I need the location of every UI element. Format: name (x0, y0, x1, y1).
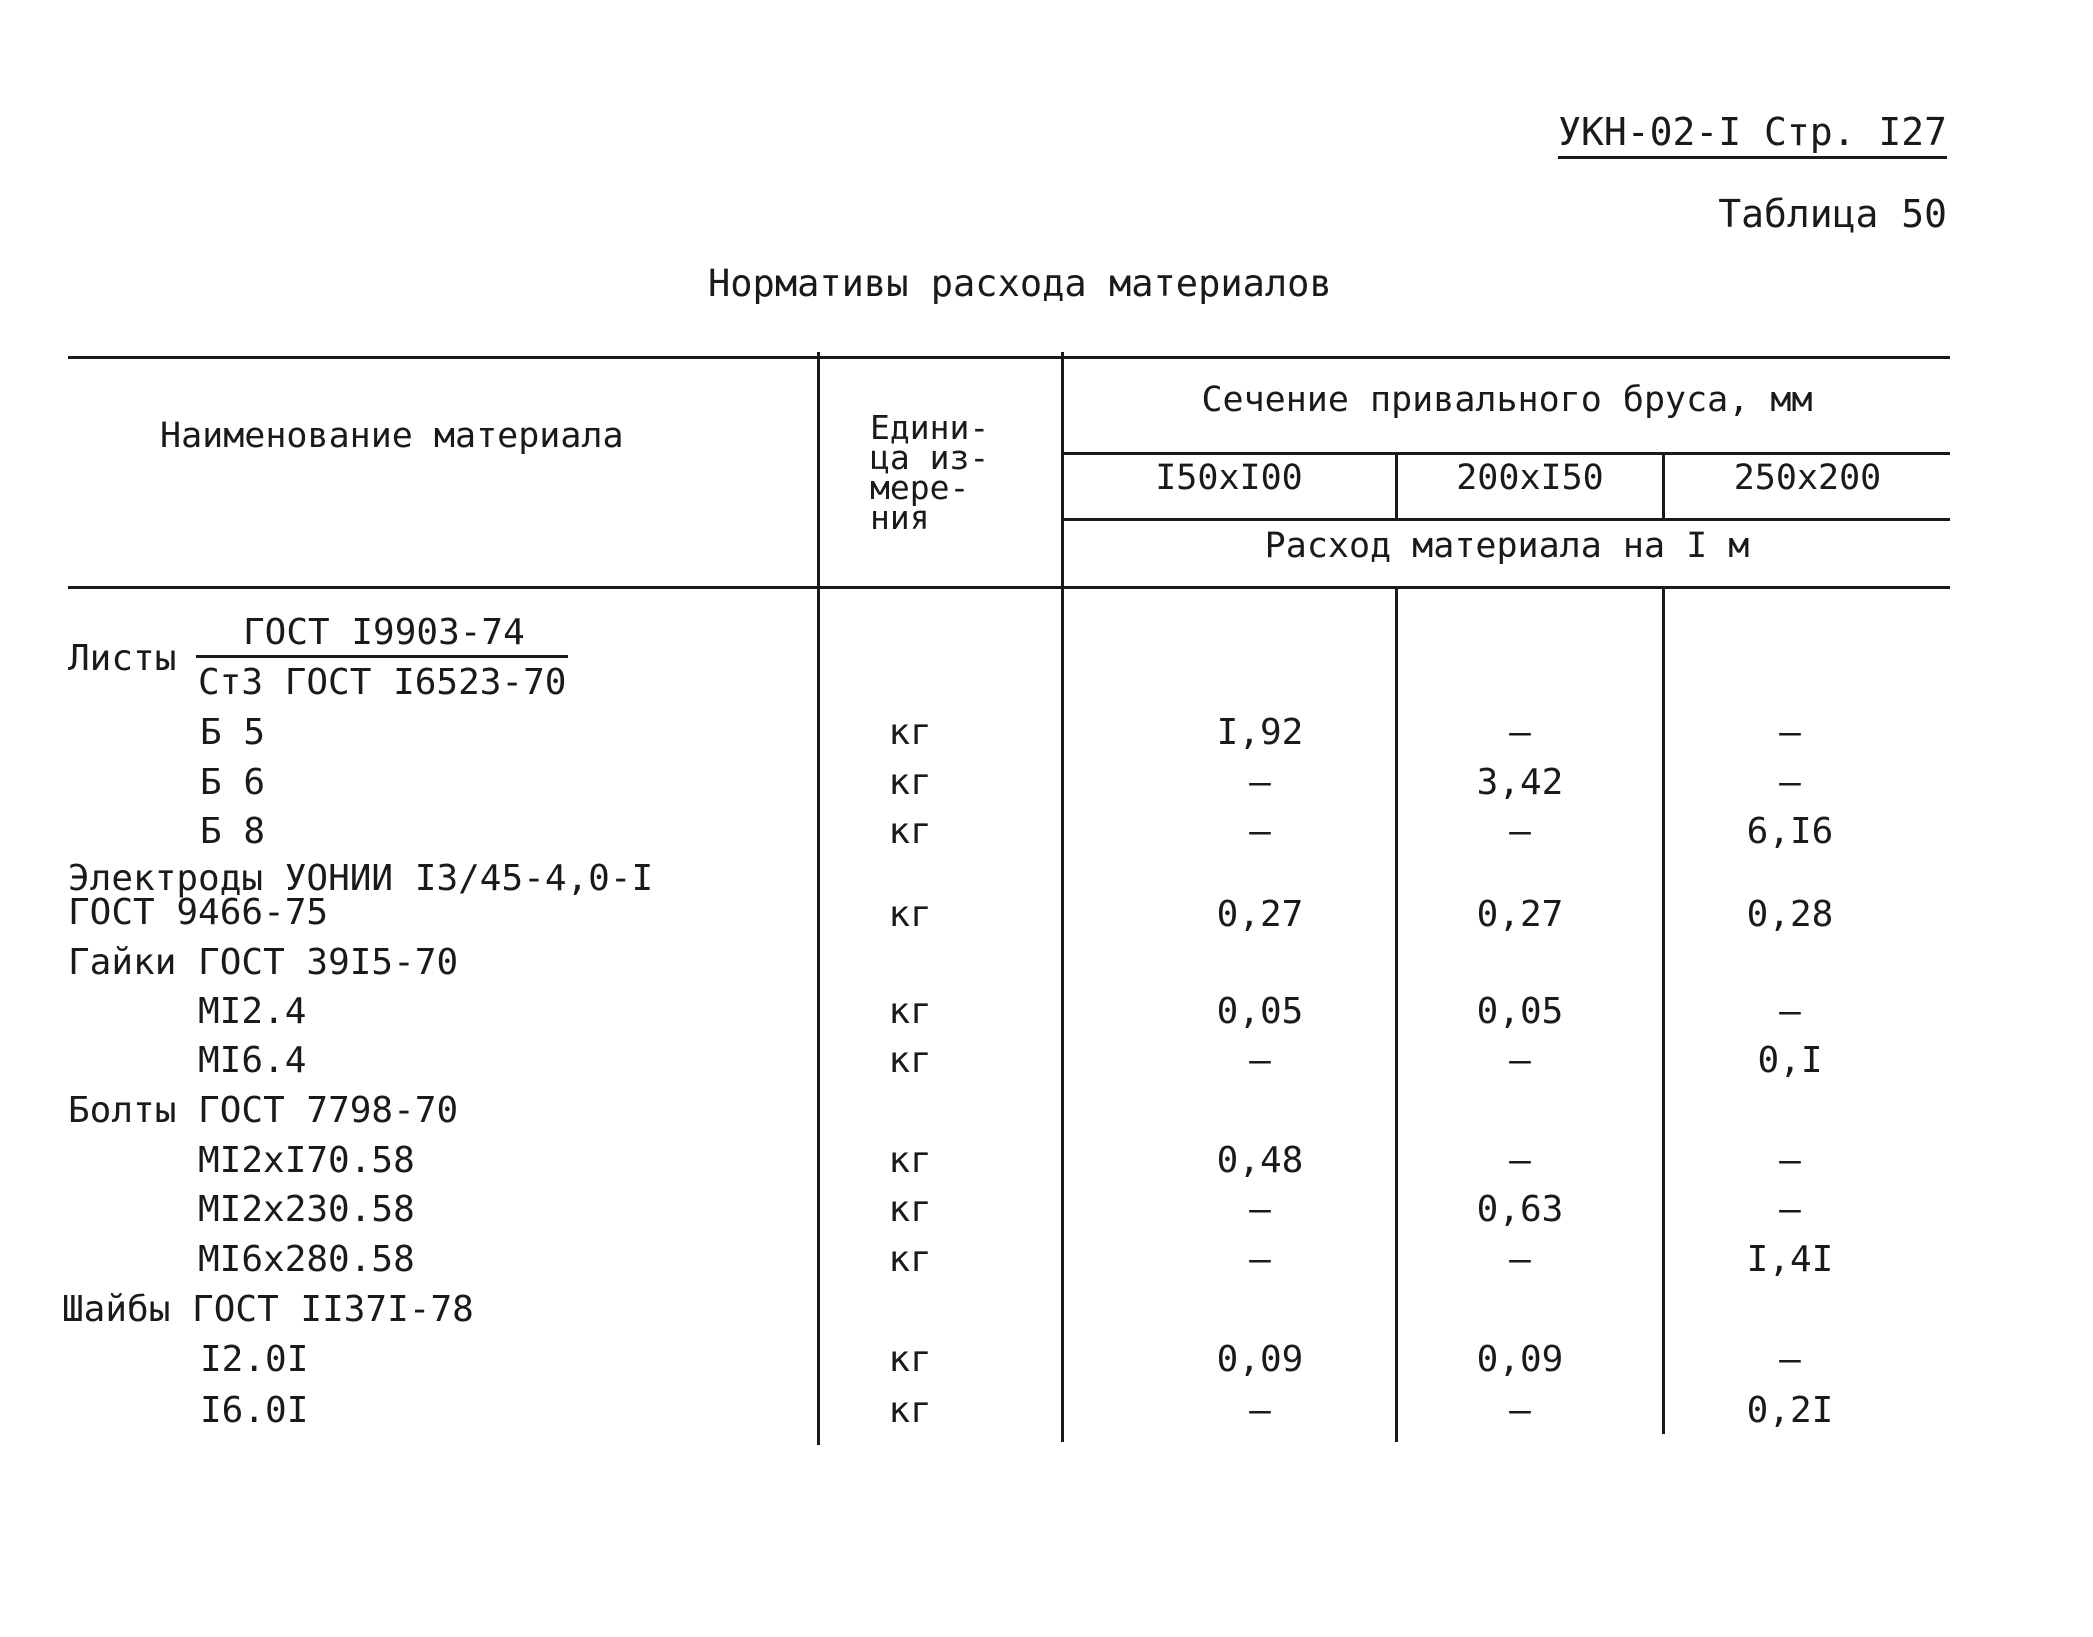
value-cell: – (1779, 1339, 1801, 1380)
unit-cell: кг (888, 1390, 932, 1431)
unit-cell: кг (888, 1339, 932, 1380)
value-cell: – (1249, 762, 1271, 803)
table-row-label: МI6x280.58 (198, 1239, 415, 1280)
table-row-label: МI2.4 (198, 991, 307, 1032)
fraction-line (196, 655, 568, 658)
value-cell: – (1509, 1140, 1531, 1181)
unit-cell: кг (888, 1189, 932, 1230)
value-cell: 0,05 (1476, 991, 1564, 1032)
usage-column-header: Расход материала на I м (1264, 526, 1750, 566)
value-cell: 0,05 (1216, 991, 1304, 1032)
value-cell: 0,27 (1216, 894, 1304, 935)
column-divider-body-1 (1395, 586, 1398, 1442)
unit-cell: кг (888, 1040, 932, 1081)
value-cell: – (1779, 1140, 1801, 1181)
value-cell: 0,2I (1746, 1390, 1834, 1431)
value-cell: 6,I6 (1746, 811, 1834, 852)
column-divider-body-2 (1662, 586, 1665, 1434)
value-cell: 3,42 (1476, 762, 1564, 803)
unit-cell: кг (888, 811, 932, 852)
size-header-1: I50xI00 (1155, 458, 1303, 498)
unit-cell: кг (888, 712, 932, 753)
section-column-header: Сечение привального бруса, мм (1201, 380, 1813, 420)
unit-column-header: Едини- ца из- мере- ния (870, 408, 990, 537)
value-cell: 0,63 (1476, 1189, 1564, 1230)
table-row-label: МI2x230.58 (198, 1189, 415, 1230)
table-row-label-line2: ГОСТ 9466-75 (68, 892, 329, 933)
value-cell: 0,28 (1746, 894, 1834, 935)
value-cell: – (1249, 811, 1271, 852)
value-cell: 0,48 (1216, 1140, 1304, 1181)
value-cell: 0,I (1757, 1040, 1823, 1081)
table-row-label: I2.0I (200, 1339, 309, 1380)
value-cell: – (1509, 1390, 1531, 1431)
material-fraction-denominator: Ст3 ГОСТ I6523-70 (198, 662, 567, 703)
size-header-2: 200xI50 (1456, 458, 1604, 498)
table-row-label: I6.0I (200, 1390, 309, 1431)
unit-cell: кг (888, 1140, 932, 1181)
value-cell: – (1509, 1040, 1531, 1081)
material-group-label: Гайки ГОСТ 39I5-70 (68, 942, 459, 983)
table-row-label: МI2xI70.58 (198, 1140, 415, 1181)
material-group-label: Шайбы ГОСТ II37I-78 (62, 1289, 474, 1330)
column-divider-unit (1061, 352, 1064, 1442)
material-column-header: Наименование материала (160, 416, 624, 456)
table-title: Нормативы расхода материалов (708, 262, 1332, 305)
value-cell: – (1779, 712, 1801, 753)
document-code: УКН-02-I Стр. I27 (1558, 110, 1947, 159)
table-row-label: Электроды УОНИИ I3/45-4,0-I (68, 858, 654, 899)
unit-cell: кг (888, 894, 932, 935)
value-cell: – (1249, 1390, 1271, 1431)
table-top-rule (68, 356, 1950, 359)
table-row-label: МI6.4 (198, 1040, 307, 1081)
value-cell: 0,27 (1476, 894, 1564, 935)
material-fraction-numerator: ГОСТ I9903-74 (243, 612, 525, 653)
value-cell: – (1249, 1239, 1271, 1280)
material-group-label: Листы (68, 638, 177, 679)
size-header-3: 250x200 (1733, 458, 1882, 498)
table-row-label: Б 5 (200, 712, 266, 753)
value-cell: – (1779, 1189, 1801, 1230)
header-bottom-rule (68, 586, 1950, 589)
value-cell: – (1249, 1040, 1271, 1081)
value-cell: – (1779, 991, 1801, 1032)
sizes-rule (1063, 518, 1950, 521)
value-cell: 0,09 (1216, 1339, 1304, 1380)
value-cell: – (1509, 1239, 1531, 1280)
section-subheader-rule (1063, 452, 1950, 455)
unit-cell: кг (888, 1239, 932, 1280)
value-cell: – (1249, 1189, 1271, 1230)
value-cell: I,4I (1746, 1239, 1834, 1280)
unit-cell: кг (888, 991, 932, 1032)
table-row-label: Б 8 (200, 811, 266, 852)
value-cell: – (1509, 811, 1531, 852)
value-cell: – (1779, 762, 1801, 803)
table-row-label: Б 6 (200, 762, 266, 803)
value-cell: I,92 (1216, 712, 1304, 753)
material-group-label: Болты ГОСТ 7798-70 (68, 1090, 459, 1131)
value-cell: – (1509, 712, 1531, 753)
value-cell: 0,09 (1476, 1339, 1564, 1380)
unit-cell: кг (888, 762, 932, 803)
table-number: Таблица 50 (1718, 192, 1947, 236)
